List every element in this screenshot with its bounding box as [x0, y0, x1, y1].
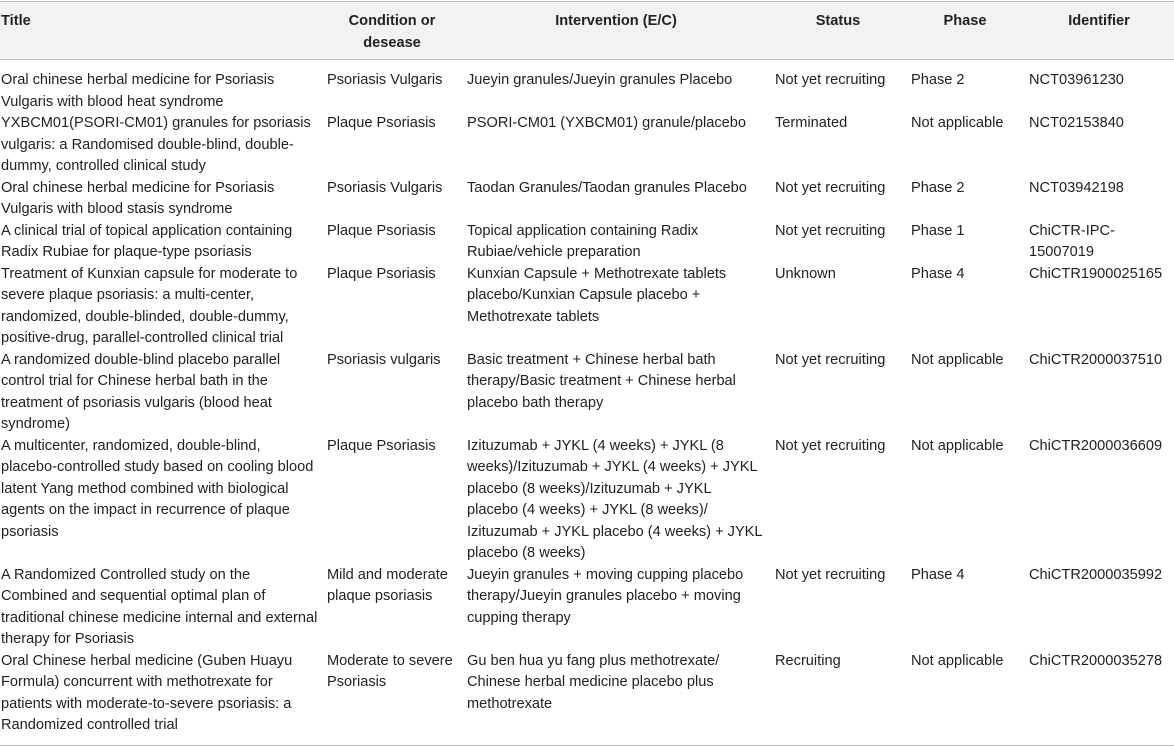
header-status: Status	[770, 2, 906, 60]
table-row	[0, 60, 1174, 114]
cell-status: Not yet recruiting	[775, 437, 886, 454]
table-row	[0, 436, 1174, 565]
table-row	[0, 113, 1174, 178]
cell-status: Recruiting	[770, 651, 906, 746]
cell-intervention: Jueyin granules/Jueyin granules Placebo	[467, 72, 733, 88]
cell-condition: Mild and moderate plaque psoriasis	[327, 566, 448, 604]
cell-status: Terminated	[775, 115, 848, 131]
cell-status: Not yet recruiting	[775, 72, 886, 88]
cell-condition: Psoriasis Vulgaris	[327, 72, 443, 88]
cell-status: Not yet recruiting	[775, 566, 886, 583]
cell-title: A multicenter, randomized, double-blind, placebo-controlled study based on cooling blood latent Yang method combined with biological agents on the impact in recurrence of plaque psoriasis	[1, 437, 314, 540]
table-row	[0, 221, 1174, 264]
cell-identifier: ChiCTR2000036609	[1029, 437, 1163, 454]
cell-intervention: Taodan Granules/Taodan granules Placebo	[467, 179, 747, 196]
cell-identifier: NCT02153840	[1029, 115, 1124, 131]
table-row	[0, 565, 1174, 651]
cell-condition: Plaque Psoriasis	[327, 437, 436, 454]
cell-phase: Not applicable	[911, 115, 1004, 131]
header-title: Title	[0, 2, 322, 60]
header-condition: Condition or desease	[322, 2, 462, 60]
cell-title: YXBCM01(PSORI-CM01) granules for psoriasis vulgaris: a Randomised double-blind, double-dummy, controlled clinical study	[1, 115, 311, 174]
cell-title: Oral chinese herbal medicine for Psoriasis Vulgaris with blood heat syndrome	[1, 72, 275, 110]
cell-identifier: ChiCTR2000037510	[1029, 351, 1163, 368]
cell-title: Oral Chinese herbal medicine (Guben Huayu Formula) concurrent with methotrexate for patients with moderate-to-severe psoriasis: a Randomized controlled trial	[0, 651, 322, 746]
cell-phase: Phase 4	[911, 566, 965, 583]
cell-intervention: Kunxian Capsule + Methotrexate tablets placebo/Kunxian Capsule placebo + Methotrexate tablets	[467, 265, 727, 325]
table-row	[0, 651, 1174, 746]
header-phase: Phase	[906, 2, 1024, 60]
table-header	[0, 2, 1174, 60]
cell-title: Treatment of Kunxian capsule for moderate to severe plaque psoriasis: a multi-center, randomized, double-blinded, double-dummy, positive-drug, parallel-controlled clinical trial	[1, 265, 298, 346]
cell-identifier: ChiCTR1900025165	[1029, 265, 1163, 282]
cell-title: Oral chinese herbal medicine for Psoriasis Vulgaris with blood stasis syndrome	[1, 179, 275, 217]
header-intervention: Intervention (E/C)	[462, 2, 770, 60]
cell-intervention: Topical application containing Radix Rubiae/vehicle preparation	[467, 222, 699, 260]
cell-intervention: PSORI-CM01 (YXBCM01) granule/placebo	[467, 115, 747, 131]
cell-condition: Moderate to severe Psoriasis	[322, 651, 462, 746]
cell-identifier: ChiCTR-IPC-15007019	[1029, 222, 1115, 260]
cell-intervention: Jueyin granules + moving cupping placebo therapy/Jueyin granules placebo + moving cupping therapy	[467, 566, 744, 626]
cell-phase: Phase 4	[911, 265, 965, 282]
cell-condition: Psoriasis vulgaris	[327, 351, 441, 368]
cell-intervention: Izituzumab + JYKL (4 weeks) + JYKL (8 weeks)/Izituzumab + JYKL (4 weeks) + JYKL placebo (8 weeks)/Izituzumab + JYKL placebo (4 weeks) + JYKL (8 weeks)/ Izituzumab + JYKL placebo (4 weeks) + JYKL placebo (8 weeks)	[467, 437, 762, 561]
cell-identifier: ChiCTR2000035278	[1024, 651, 1174, 746]
table-row	[0, 350, 1174, 436]
cell-title: A Randomized Controlled study on the Combined and sequential optimal plan of traditional chinese medicine internal and external therapy for Psoriasis	[1, 566, 318, 647]
cell-phase: Phase 2	[911, 72, 965, 88]
header-row	[0, 2, 1174, 60]
cell-status: Not yet recruiting	[775, 351, 886, 368]
cell-intervention: Gu ben hua yu fang plus methotrexate/ Chinese herbal medicine placebo plus methotrexate	[462, 651, 770, 746]
cell-intervention: Basic treatment + Chinese herbal bath therapy/Basic treatment + Chinese herbal placebo bath therapy	[467, 351, 736, 411]
table-row	[0, 264, 1174, 350]
cell-status: Not yet recruiting	[775, 222, 886, 239]
cell-title: A randomized double-blind placebo parallel control trial for Chinese herbal bath in the treatment of psoriasis vulgaris (blood heat syndrome)	[1, 351, 281, 432]
cell-condition: Plaque Psoriasis	[327, 222, 436, 239]
cell-identifier: NCT03961230	[1029, 72, 1124, 88]
cell-phase: Phase 2	[911, 179, 965, 196]
cell-phase: Not applicable	[911, 437, 1004, 454]
cell-status: Unknown	[775, 265, 836, 282]
cell-title: A clinical trial of topical application containing Radix Rubiae for plaque-type psoriasis	[1, 222, 293, 260]
header-identifier: Identifier	[1024, 2, 1174, 60]
table-body	[0, 60, 1174, 746]
clinical-trials-table	[0, 1, 1174, 746]
cell-phase: Not applicable	[911, 351, 1004, 368]
cell-phase: Not applicable	[906, 651, 1024, 746]
cell-condition: Plaque Psoriasis	[327, 115, 436, 131]
cell-identifier: ChiCTR2000035992	[1029, 566, 1163, 583]
cell-identifier: NCT03942198	[1029, 179, 1124, 196]
cell-condition: Plaque Psoriasis	[327, 265, 436, 282]
table-row	[0, 178, 1174, 221]
cell-status: Not yet recruiting	[775, 179, 886, 196]
cell-condition: Psoriasis Vulgaris	[327, 179, 443, 196]
cell-phase: Phase 1	[911, 222, 965, 239]
